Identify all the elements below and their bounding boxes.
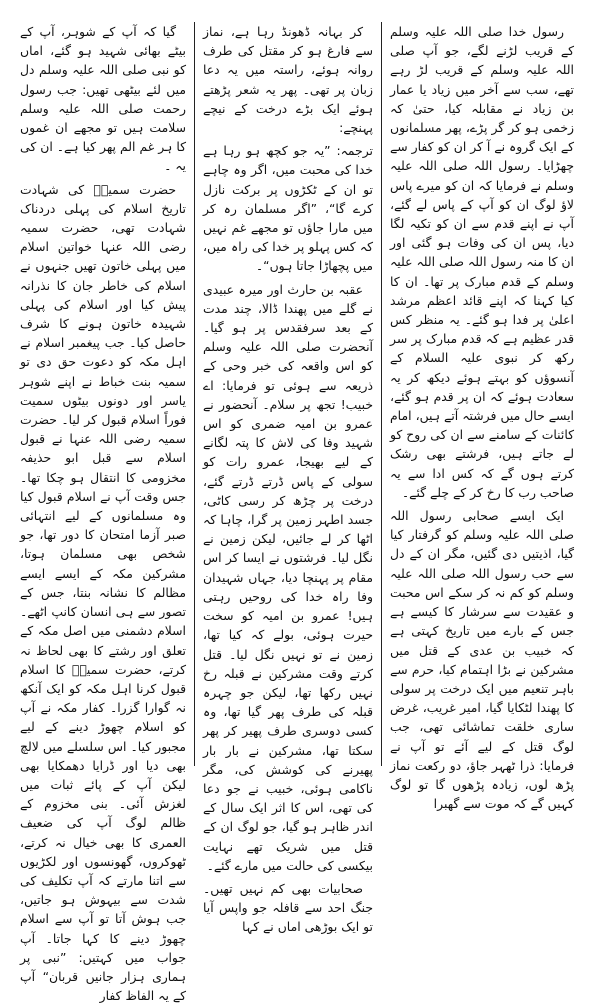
text-column-left	[12, 22, 194, 1004]
text-column-right	[382, 22, 582, 812]
paragraph: گیا کہ آپ کے شوہر، آپ کے بیٹے بھائی شہید ہو گئے، اماں کو نبی صلی اللہ علیہ وسلم دل میں لئے بیٹھی تھیں: جب رسول رحمت صلی اللہ علیہ وسلم سلامت ہیں تو مجھے ان غموں کا ہر غم الم پھر کیا ہے۔ ان کی یہ ۔	[20, 24, 186, 174]
paragraph: صحابیات بھی کم نہیں تھیں۔ جنگ احد سے قافلہ جو واپس آیا تو ایک بوڑھی اماں نے کہا	[203, 880, 373, 935]
verse-translation: ترجمہ: ”یہ جو کچھ ہو رہا ہے خدا کی محبت میں، اگر وہ چاہے تو ان کے ٹکڑوں پر برکت نازل کرے گا“، ”اگر مسلمان رہ کر میں مارا جاؤں تو مجھے غم نہیں کہ کس پہلو پر خدا کی راہ میں، میں پچھاڑا جاتا ہوں“۔	[203, 143, 373, 274]
paragraph: رسول خدا صلی اللہ علیہ وسلم کے قریب لڑنے لگے، جو آپ صلی اللہ علیہ وسلم کے قریب لڑ رہے تھے، سب سے آخر میں زیاد یا عمار بن زیاد نے مقابلہ کیا، حتیٰ کہ زخمی ہو کر گر پڑے، پھر مسلمانوں کے ایک گروہ نے آ کر ان کو کفار سے چھڑایا۔ رسول اللہ صلی اللہ علیہ وسلم نے فرمایا کہ ان کو میرے پاس لاؤ لوگ ان کو آپ کے پاس لے گئے، آپ نے اپنے قدم سے ان کو تکیہ لگا دیا، پس ان کی وفات ہو گئی اور ان کا منہ رسول اللہ صلی اللہ علیہ وسلم کے قدم مبارک پر تھا۔ ان کا کیا کہنا کہ اپنے قائد اعظم مرشد اعلیٰ پر فدا ہو گئے۔ یہ منظر کس قدر عظیم ہے کہ قدم مبارک پر سر رکھ کر نبوی علیہ السلام کے آنسوؤں کو بہتے ہوئے دیکھ کر یہ سعادت ہوئے کہ ان پر قدم ہو گئے، ایسے حال میں فرشتہ آتے ہیں، امام کائنات کے سامنے سے ان کی روح کو لے جاتے ہیں، فرشتے بھی رشک کرتے ہوں گے کہ کس ادا سے یہ صاحب رب کا رخ کر کے چلے گئے۔	[390, 24, 574, 500]
paragraph: کر بہانہ ڈھونڈ رہا ہے، نماز سے فارغ ہو کر مقتل کی طرف روانہ ہوئے، راستہ میں یہ دعا زبان پر تھی۔ پھر یہ شعر پڑھتے ہوئے ایک بڑے درخت کے نیچے پہنچے:	[203, 24, 373, 136]
text-column-middle	[194, 22, 382, 935]
paragraph: حضرت سمیہؓ کی شہادت تاریخ اسلام کی پہلی دردناک شہادت تھی، حضرت سمیہ رضی اللہ عنہا خواتین اسلام میں پہلی خاتون تھیں جنہوں نے اسلام کی خاطر جان کا نذرانہ پیش کیا اور اسلام کی پہلی شہیدہ خاتون ہونے کا شرف حاصل کیا۔ جب پیغمبر اسلام نے اہل مکہ کو دعوت حق دی تو سمیہ بنت خباط نے اپنے شوہر یاسر اور دونوں بیٹوں سمیت فوراً اسلام قبول کر لیا۔ حضرت سمیہ رضی اللہ عنہا نے قبول اسلام سے قبل ابو حذیفہ مخزومی کا انتقال ہو چکا تھا۔ جس وقت آپ نے اسلام قبول کیا وہ مسلمانوں کے لیے انتہائی صبر آزما امتحان کا دور تھا، جو شخص بھی مسلمان ہوتا، مشرکین مکہ کے ایسے ایسے مظالم کا نشانہ بنتا، جس کے تصور سے ہی انسان کانپ اٹھے۔ اسلام دشمنی میں اصل مکہ کے تعلق اور رشتے کا بھی لحاظ نہ کرتے، حضرت سمیہؓ کا اسلام قبول کرنا اہل مکہ کو ایک آنکھ نہ گوارا گزرا۔ کفار مکہ نے آپ کو اسلام چھوڑ دینے کے لیے مجبور کیا۔ اس سلسلے میں لالچ بھی دیا اور ڈرایا دھمکایا بھی لیکن آپ کے پائے ثبات میں لغزش آئی۔ بنی مخزوم کے ظالم لوگ آپ کی ضعیف العمری کا بھی خیال نہ کرتے، ٹھوکروں، گھونسوں اور لکڑیوں سے اتنا مارتے کہ آپ تکلیف کی شدت سے بیہوش ہو جاتیں، جب ہوش آتا تو آپ سے اسلام چھوڑ دینے کا کہا جاتا۔ آپ جواب میں کہتیں: ”نبی پر ہماری ہزار جانیں قربان“ آپ کے یہ الفاظ کفار	[20, 181, 186, 1004]
paragraph: عقبہ بن حارث اور میرہ عبیدی نے گلے میں پھندا ڈالا، چند مدت کے بعد سرفقدس پر ہو گیا۔ آنحضرت صلی اللہ علیہ وسلم کو اس واقعہ کی خبر وحی کے ذریعہ سے ہوئی تو فرمایا: اے خبیب! تجھ پر سلام۔ آنحضور نے عمرو بن امیہ ضمری کو اس شہید وفا کی لاش کا پتہ لگانے کے لیے بھیجا، عمرو رات کو سولی کے پاس ڈرتے ڈرتے گئے، درخت پر چڑھ کر رسی کاٹی، جسد اطہر زمین پر گرا، چاہا کہ اٹھا کر لے جائیں، لیکن زمین نے نگل لیا۔ فرشتوں نے ایسا کر اس مقام پر پہنچا دیا، جہاں شہیدان وفا راہ خدا کی روحیں رہتی ہیں! عمرو بن امیہ کو سخت حیرت ہوئی، بولے کہ کیا تھا، زمین نے تو نہیں نگل لیا۔ قتل کرتے وقت مشرکین نے قبلہ رخ نہیں رکھا تھا، لیکن جو چہرہ قبلہ کی طرف پھر گیا تھا، وہ کسی دوسری طرف پھیر کر پھر سکتا تھا، مشرکین نے بار بار پھیرنے کی کوشش کی، مگر ناکامی ہوئی، خبیب نے جو دعا کی تھی، اس کا اثر ایک سال کے اندر ظاہر ہو گیا، جو لوگ ان کے قتل میں شریک تھے نہایت بیکسی کی حالت میں مارے گئے۔	[203, 281, 373, 873]
paragraph: ایک ایسے صحابی رسول اللہ صلی اللہ علیہ وسلم کو گرفتار کیا گیا، اذیتیں دی گئیں، مگر ان کے دل سے حب رسول اللہ صلی اللہ علیہ وسلم کو کم نہ کر سکے اس محبت و عقیدت سے سرشار کا کیسے ہے جس کے بارے میں تاریخ کہتی ہے کہ خبیب بن عدی کے قتل میں مشرکین نے بڑا اہتمام کیا، حرم سے باہر تنعیم میں ایک درخت پر سولی کا پھندا لٹکایا گیا، امیر غریب، غرض ساری خلقت تماشائی تھی، جب لوگ قتل کے لیے آئے تو آپ نے فرمایا: ذرا ٹھہر جاؤ، دو رکعت نماز پڑھ لوں، زیادہ پڑھوں گا تو لوگ کہیں گے کہ موت سے گھبرا	[390, 508, 574, 812]
